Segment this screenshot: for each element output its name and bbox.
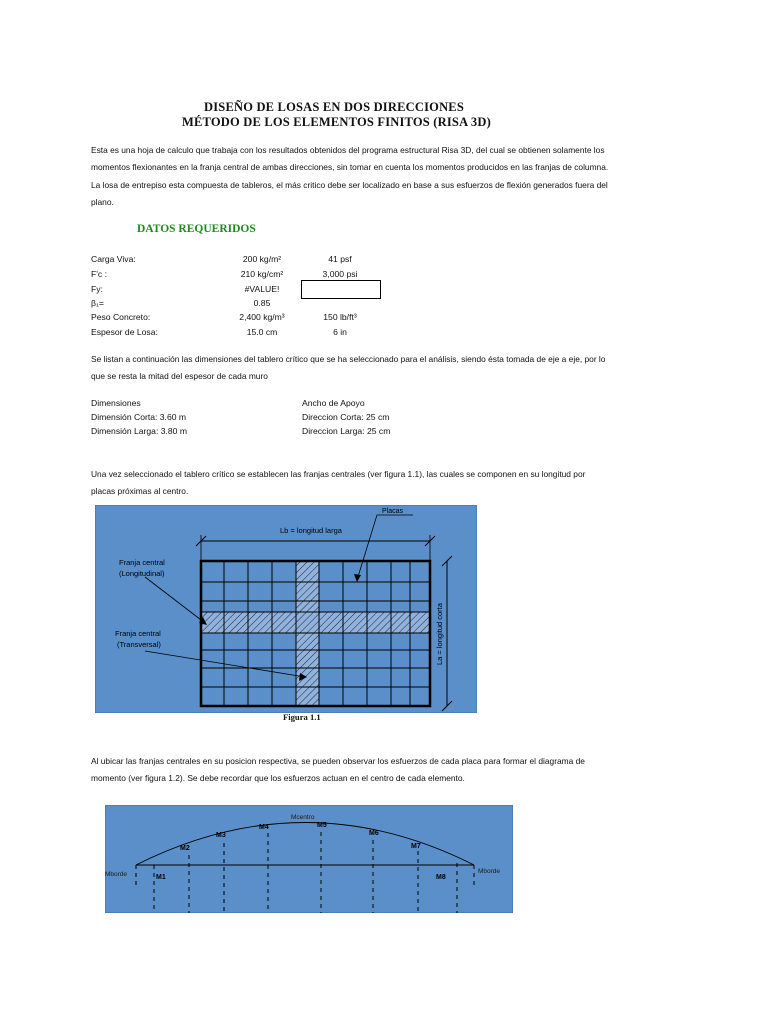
m8-label: M8: [436, 874, 446, 881]
dims-right-header: Ancho de Apoyo: [302, 398, 365, 408]
longitudinal-label-2: (Longitudinal): [119, 569, 165, 578]
m5-label: M5: [317, 822, 327, 829]
datos-metric: 15.0 cm: [246, 327, 278, 337]
datos-metric: 0.85: [253, 298, 271, 308]
intro-line: plano.: [91, 197, 114, 208]
dims-intro-line: que se resta la mitad del espesor de cada muro: [91, 371, 268, 382]
datos-metric: #VALUE!: [244, 284, 280, 294]
datos-label: Fy:: [91, 284, 103, 294]
m4-label: M4: [259, 824, 269, 831]
datos-imperial: 41 psf: [328, 254, 352, 264]
m3-label: M3: [216, 832, 226, 839]
la-label: La = longitud corta: [435, 603, 444, 665]
dims-left-header: Dimensiones: [91, 398, 141, 408]
fy-imperial-input-box[interactable]: [301, 280, 381, 299]
dims-intro-line: Se listan a continuación las dimensiones del tablero crítico que se ha seleccionado para el análisis, siendo ésta tomada de eje a eje, por lo: [91, 354, 606, 364]
momentos-paragraph: [91, 753, 691, 788]
datos-label: F'c :: [91, 269, 107, 279]
intro-line: momentos flexionantes en la franja central de ambas direcciones, sin tomar en cuenta los momentos producidos en las franjas de columna.: [91, 162, 609, 173]
transversal-label-1: Franja central: [115, 629, 161, 638]
datos-imperial: 3,000 psi: [322, 269, 358, 279]
franjas-paragraph: [91, 466, 691, 501]
figure-1-2-diagram: [105, 805, 513, 913]
datos-label: Espesor de Losa:: [91, 327, 158, 337]
m7-label: M7: [411, 843, 421, 850]
m2-label: M2: [180, 845, 190, 852]
m1-label: M1: [156, 874, 166, 881]
placas-label: Placas: [382, 508, 404, 515]
dims-paragraph: [91, 351, 691, 386]
mborde-right-label: Mborde: [478, 868, 501, 875]
longitudinal-label-1: Franja central: [119, 558, 165, 567]
franjas-intro-line: Una vez seleccionado el tablero crítico se establecen las franjas centrales (ver figura 1.1), las cuales se componen en su longitud por: [91, 469, 586, 479]
figure-1-1-diagram: [95, 505, 477, 713]
title-line-1: DISEÑO DE LOSAS EN DOS DIRECCIONES: [204, 100, 464, 114]
figure-1-1-caption: Figura 1.1: [283, 712, 321, 722]
title-line-2: MÉTODO DE LOS ELEMENTOS FINITOS (RISA 3D): [182, 115, 491, 129]
datos-metric: 2,400 kg/m³: [239, 312, 285, 322]
intro-line: Esta es una hoja de calculo que trabaja con los resultados obtenidos del programa estructural Risa 3D, del cual se obtienen solamente los: [91, 145, 605, 155]
franjas-intro-line: placas próximas al centro.: [91, 486, 189, 497]
intro-line: La losa de entrepiso esta compuesta de tableros, el más critico debe ser localizado en base a sus esfuerzos de flexión generados fuera del: [91, 179, 608, 190]
dims-right-item: Direccion Larga: 25 cm: [302, 426, 391, 436]
dims-left-item: Dimensión Corta: 3.60 m: [91, 412, 187, 422]
transversal-label-2: (Transversal): [117, 640, 161, 649]
datos-metric: 200 kg/m²: [242, 254, 282, 264]
datos-label: Carga Viva:: [91, 254, 136, 264]
m6-label: M6: [369, 830, 379, 837]
dims-right-item: Direccion Corta: 25 cm: [302, 412, 390, 422]
momentos-intro-line: Al ubicar las franjas centrales en su posicion respectiva, se pueden observar los esfuerzos de cada placa para formar el diagrama de: [91, 756, 585, 766]
datos-imperial: 6 in: [333, 327, 347, 337]
lb-label: Lb = longitud larga: [280, 526, 342, 535]
mcenter-label: Mcentro: [291, 814, 315, 821]
momentos-intro-line: momento (ver figura 1.2). Se debe recordar que los esfuerzos actuan en el centro de cada elemento.: [91, 773, 465, 784]
dims-left-item: Dimensión Larga: 3.80 m: [91, 426, 188, 436]
mborde-left-label: Mborde: [105, 871, 128, 878]
intro-paragraph: [91, 142, 691, 212]
datos-metric: 210 kg/cm²: [240, 269, 284, 279]
datos-label: β₁=: [91, 298, 104, 308]
datos-label: Peso Concreto:: [91, 312, 151, 322]
datos-imperial: 150 lb/ft³: [323, 312, 357, 322]
datos-heading: DATOS REQUERIDOS: [137, 223, 256, 235]
